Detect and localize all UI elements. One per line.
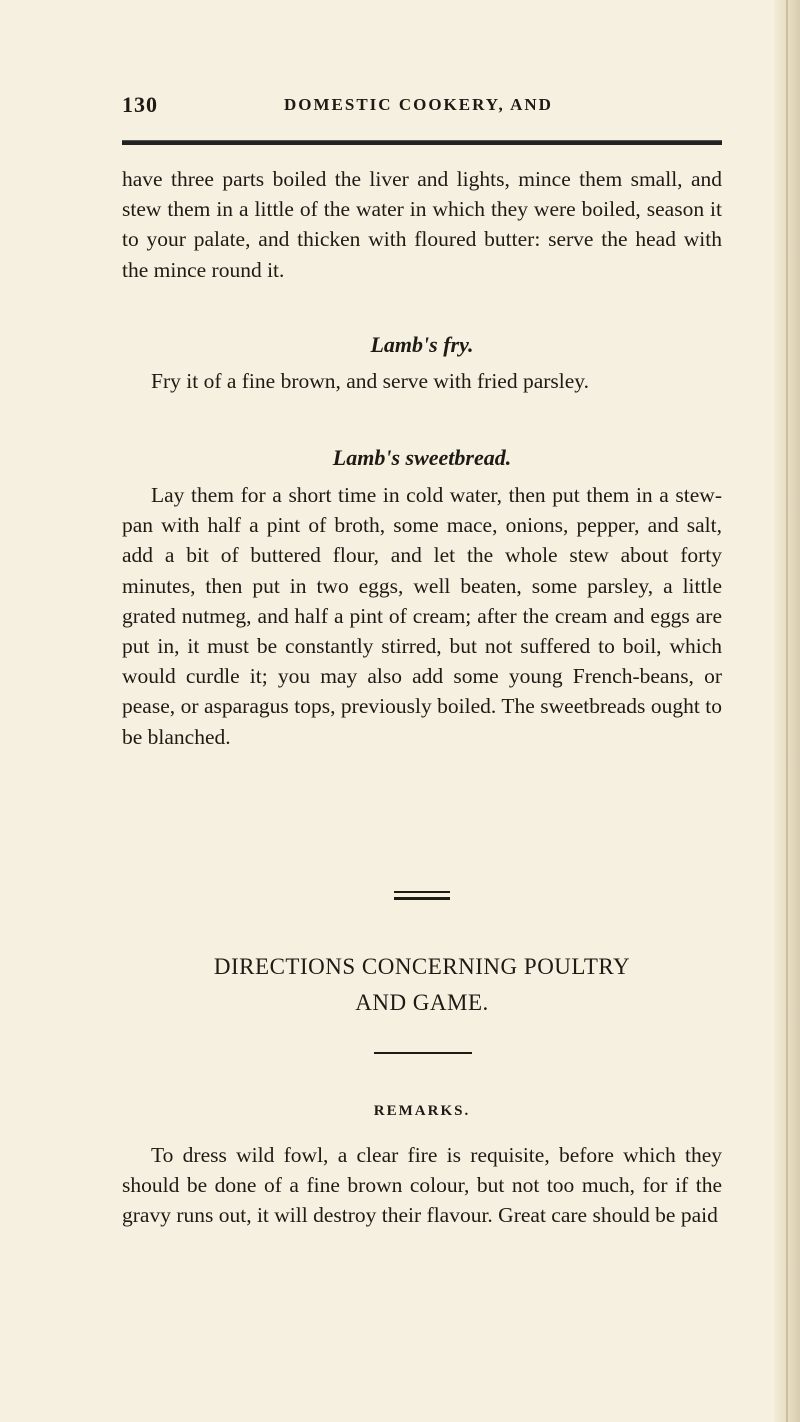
page-number: 130 <box>122 92 158 117</box>
header-rule <box>122 140 722 145</box>
recipe-title-lambs-sweetbread: Lamb's sweetbread. <box>332 445 512 470</box>
section-divider-bottom <box>394 897 450 900</box>
remarks-heading: REMARKS. <box>373 1103 471 1119</box>
page-edge-line <box>786 0 788 1422</box>
recipe-title-lambs-fry: Lamb's fry. <box>370 332 474 357</box>
paragraph-lambs-sweetbread: Lay them for a short time in cold water, then put them in a stew-pan with half a pint of broth, some mace, onions, pepper, and salt, add a bit of buttered flour, and let the whole stew about forty minutes, then put in two eggs, well beaten, some parsley, a little grated nutmeg, and half a pint of cream; after the cream and eggs are put in, it must be constantly stirred, but not suffered to boil, which would curdle it; you may also add some young French-beans, or pease, or asparagus tops, previously boiled. The sweetbreads ought to be blanched. <box>122 483 722 749</box>
section-divider-top <box>394 891 450 893</box>
paragraph-lambs-fry: Fry it of a fine brown, and serve with fried parsley. <box>151 369 590 393</box>
running-title: DOMESTIC COOKERY, AND <box>284 95 553 114</box>
section-rule <box>374 1052 472 1054</box>
section-title-line2: AND GAME. <box>355 990 489 1015</box>
section-title-line1: DIRECTIONS CONCERNING POULTRY <box>213 954 631 979</box>
running-head <box>122 92 722 122</box>
paragraph-remarks: To dress wild fowl, a clear fire is requisite, before which they should be done of a fine brown colour, but not too much, for if the gravy runs out, it will destroy their flavour. Great care should be paid <box>122 1143 722 1228</box>
paragraph-lamb-head: have three parts boiled the liver and lights, mince them small, and stew them in a little of the water in which they were boiled, season it to your palate, and thicken with floured butter: serve the head with the mince round it. <box>122 167 722 282</box>
